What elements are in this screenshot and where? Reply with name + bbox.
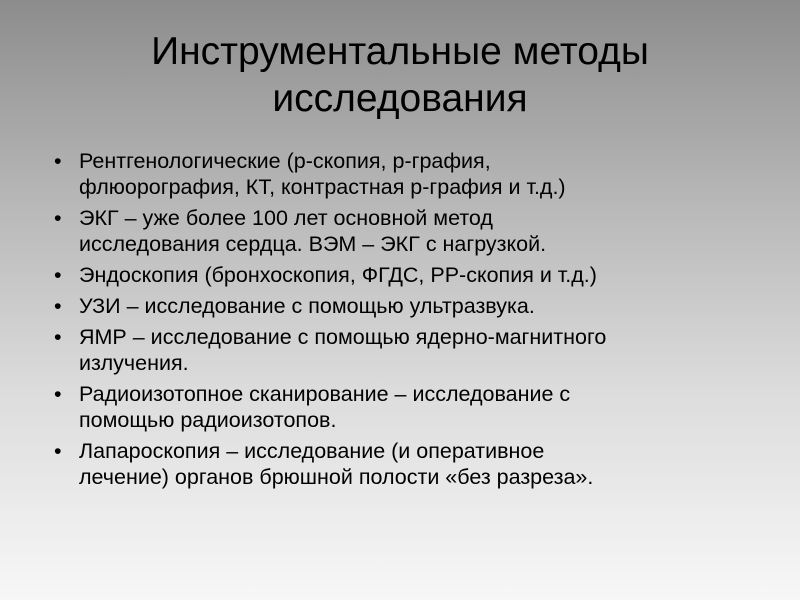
bullet-text-line2: излучения. bbox=[79, 351, 189, 375]
bullet-dot: • bbox=[54, 439, 62, 463]
bullet-text-line1: ЭКГ – уже более 100 лет основной метод bbox=[79, 206, 493, 230]
bullet-dot: • bbox=[54, 206, 62, 230]
bullet-text-line2: флюорография, КТ, контрастная р-графия и т.д.) bbox=[79, 175, 566, 199]
bullet-dot: • bbox=[54, 382, 62, 406]
bullet-item-nmr bbox=[54, 324, 754, 376]
bullet-text-line1: Лапароскопия – исследование (и оперативное bbox=[79, 439, 545, 463]
bullet-text-line1: Рентгенологические (р-скопия, р-графия, bbox=[79, 149, 491, 173]
bullet-item-radioisotope bbox=[54, 381, 754, 433]
bullet-text-line1: Эндоскопия (бронхоскопия, ФГДС, РР-скопия и т.д.) bbox=[79, 263, 597, 287]
bullet-dot: • bbox=[54, 325, 62, 349]
bullet-text-line1: ЯМР – исследование с помощью ядерно-магнитного bbox=[79, 325, 607, 349]
bullet-text-line2: лечение) органов брюшной полости «без разреза». bbox=[79, 465, 594, 489]
bullet-item-xray bbox=[54, 148, 754, 200]
bullet-item-laparoscopy bbox=[54, 438, 754, 490]
bullet-text-line2: помощью радиоизотопов. bbox=[79, 408, 337, 432]
bullet-item-ecg bbox=[54, 205, 754, 257]
bullet-dot: • bbox=[54, 294, 62, 318]
bullet-text-line1: Радиоизотопное сканирование – исследование с bbox=[79, 382, 571, 406]
bullet-dot: • bbox=[54, 263, 62, 287]
bullet-dot: • bbox=[54, 149, 62, 173]
bullet-text-line2: исследования сердца. ВЭМ – ЭКГ с нагрузкой. bbox=[79, 232, 547, 256]
bullet-list bbox=[54, 148, 754, 495]
bullet-item-ultrasound bbox=[54, 293, 754, 319]
bullet-item-endoscopy bbox=[54, 262, 754, 288]
slide-title-line1: Инструментальные методы bbox=[151, 30, 649, 73]
slide-title bbox=[40, 28, 760, 122]
bullet-text-line1: УЗИ – исследование с помощью ультразвука. bbox=[79, 294, 535, 318]
slide-title-line2: исследования bbox=[272, 77, 528, 120]
